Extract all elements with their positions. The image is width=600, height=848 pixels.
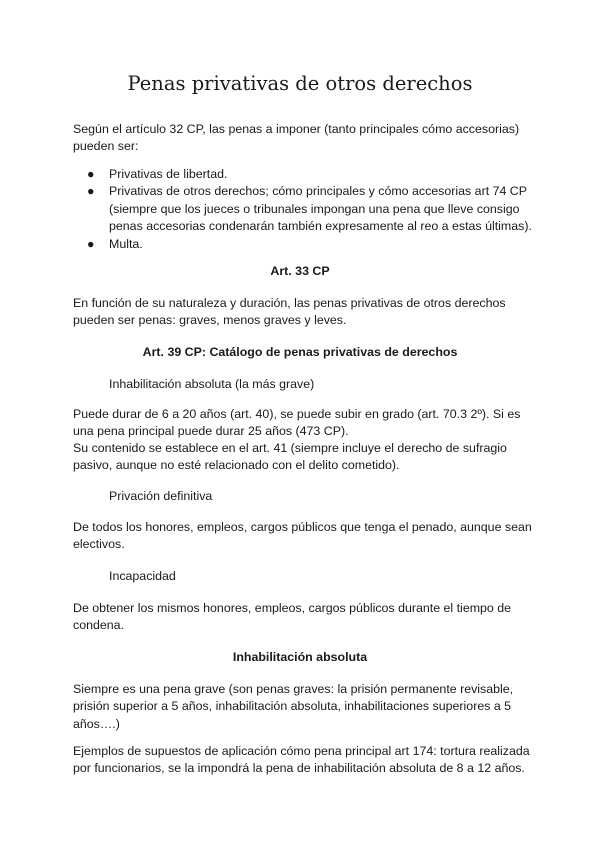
- inhabilitacion-paragraph-2: Su contenido se establece en el art. 41 (siempre incluye el derecho de sufragio pasivo, aunque no esté relacionado con el delito cometido).: [73, 441, 507, 473]
- bullet-icon: ●: [87, 184, 95, 199]
- heading-art33: Art. 33 CP: [270, 264, 330, 278]
- pena-grave-paragraph: Siempre es una pena grave (son penas graves: la prisión permanente revisable, prisión superior a 5 años, inhabilitación absoluta, inhabilitaciones superiores a 5 años….): [73, 682, 514, 731]
- art33-paragraph: En función de su naturaleza y duración, las penas privativas de otros derechos pueden ser penas: graves, menos graves y leves.: [73, 296, 506, 328]
- subheading-privacion: Privación definitiva: [109, 489, 213, 503]
- ejemplos-paragraph: Ejemplos de supuestos de aplicación cómo pena principal art 174: tortura realizada por funcionarios, se la impondrá la pena de inhabilitación absoluta de 8 a 12 años.: [73, 744, 530, 776]
- incapacidad-paragraph: De obtener los mismos honores, empleos, cargos públicos durante el tiempo de condena.: [73, 601, 512, 633]
- intro-paragraph: Según el artículo 32 CP, las penas a imponer (tanto principales cómo accesorias) pueden ser:: [73, 122, 520, 154]
- list-item-text: Multa.: [109, 236, 143, 251]
- subheading-inhabilitacion: Inhabilitación absoluta (la más grave): [109, 377, 315, 391]
- heading-inhabilitacion-absoluta: Inhabilitación absoluta: [232, 650, 368, 664]
- list-item-text: Privativas de libertad.: [109, 167, 228, 181]
- list-item-text: Privativas de otros derechos; cómo principales y cómo accesorias art 74 CP (siempre que los jueces o tribunales impongan una pena que lleve consigo penas accesorias condenarán también expresamente al reo a estas últimas).: [109, 184, 532, 234]
- list-item: [73, 166, 533, 183]
- list-item: [73, 236, 533, 253]
- heading-art39: Art. 39 CP: Catálogo de penas privativas de derechos: [142, 345, 458, 359]
- inhabilitacion-paragraph-1: Puede durar de 6 a 20 años (art. 40), se puede subir en grado (art. 70.3 2º). Si es una pena principal puede durar 25 años (473 CP).: [73, 407, 521, 439]
- bullet-icon: ●: [87, 236, 95, 251]
- subheading-incapacidad: Incapacidad: [109, 569, 176, 583]
- privacion-paragraph: De todos los honores, empleos, cargos públicos que tenga el penado, aunque sean electivos.: [73, 520, 532, 552]
- penalty-types-list: [73, 166, 533, 253]
- bullet-icon: ●: [87, 167, 95, 181]
- list-item: [73, 183, 533, 235]
- page-title: Penas privativas de otros derechos: [127, 72, 473, 95]
